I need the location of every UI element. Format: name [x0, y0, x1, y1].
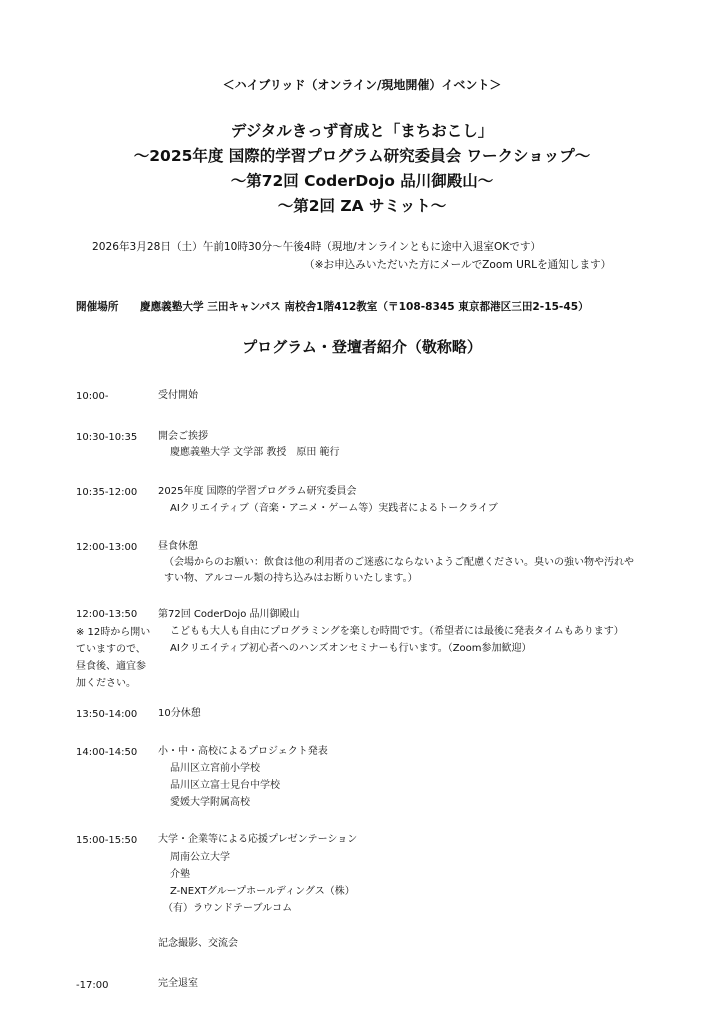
- program-title: プログラム・登壇者紹介（敬称略）: [242, 338, 482, 356]
- schedule-title: 昼食休憩: [158, 541, 198, 552]
- schedule-title: 第72回 CoderDojo 品川御殿山: [158, 609, 300, 620]
- schedule-detail: 介塾: [170, 869, 190, 880]
- event-date: 2026年3月28日（土）午前10時30分～午後4時（現地/オンラインともに途中入退室OKです）: [92, 241, 542, 253]
- schedule-detail: Z-NEXTグループホールディングス（株）: [170, 886, 355, 897]
- schedule-time: 13:50-14:00: [76, 709, 138, 720]
- schedule-detail: こどもも大人も自由にプログラミングを楽しむ時間です。（希望者には最後に発表タイムもあります）: [170, 626, 624, 637]
- schedule-title: 10分休憩: [158, 708, 201, 719]
- schedule-detail: 愛媛大学附属高校: [170, 797, 250, 808]
- schedule-detail: AIクリエイティブ初心者へのハンズオンセミナーも行います。（Zoom参加歓迎）: [170, 643, 532, 654]
- schedule-title: 受付開始: [158, 390, 198, 401]
- schedule-time: -17:00: [76, 980, 109, 991]
- schedule-time: 15:00-15:50: [76, 835, 138, 846]
- zoom-note: （※お申込みいただいた方にメールでZoom URLを通知します）: [304, 259, 612, 271]
- schedule-detail: （有）ラウンドテーブルコム: [163, 903, 293, 914]
- schedule-detail: すい物、アルコール類の持ち込みはお断りいたします。）: [164, 573, 418, 584]
- schedule-title: 完全退室: [158, 978, 198, 989]
- schedule-time: 12:00-13:00: [76, 542, 138, 553]
- schedule-time: 10:35-12:00: [76, 487, 138, 498]
- venue-label: 開催場所: [76, 301, 119, 313]
- schedule-detail: 品川区立富士見台中学校: [170, 780, 280, 791]
- schedule-time: 10:00-: [76, 391, 109, 402]
- schedule-title: 2025年度 国際的学習プログラム研究委員会: [158, 486, 357, 497]
- schedule-detail: AIクリエイティブ（音楽・アニメ・ゲーム等）実践者によるトークライブ: [170, 503, 498, 514]
- schedule-time: 12:00-13:50: [76, 609, 138, 620]
- schedule-title: 開会ご挨拶: [158, 431, 208, 442]
- schedule-title: 小・中・高校によるプロジェクト発表: [158, 746, 328, 757]
- event-type-tag: ＜ハイブリッド（オンライン/現地開催）イベント＞: [222, 78, 502, 92]
- schedule-time: 14:00-14:50: [76, 747, 138, 758]
- schedule-note: ※ 12時から開い ていますので、 昼食後、適宜参 加ください。: [76, 627, 151, 689]
- coderdojo-title: ～第72回 CoderDojo 品川御殿山～: [230, 172, 494, 190]
- schedule-time: 10:30-10:35: [76, 432, 138, 443]
- workshop-title: ～2025年度 国際的学習プログラム研究委員会 ワークショップ～: [133, 147, 591, 165]
- schedule-title: 大学・企業等による応援プレゼンテーション: [158, 834, 358, 845]
- schedule-detail: 品川区立宮前小学校: [170, 763, 260, 774]
- schedule-detail: （会場からのお願い：飲食は他の利用者のご迷惑にならないようご配慮ください。臭いの強い物や汚れや: [164, 557, 634, 568]
- schedule-title: 記念撮影、交流会: [158, 938, 238, 949]
- schedule-detail: 周南公立大学: [170, 852, 230, 863]
- schedule-detail: 慶應義塾大学 文学部 教授 原田 範行: [170, 447, 340, 458]
- main-title: デジタルきっず育成と「まちおこし」: [230, 122, 494, 140]
- venue-address: 慶應義塾大学 三田キャンパス 南校舎1階412教室（〒108-8345 東京都港区三田2-15-45）: [140, 301, 589, 313]
- summit-title: ～第2回 ZA サミット～: [277, 197, 447, 215]
